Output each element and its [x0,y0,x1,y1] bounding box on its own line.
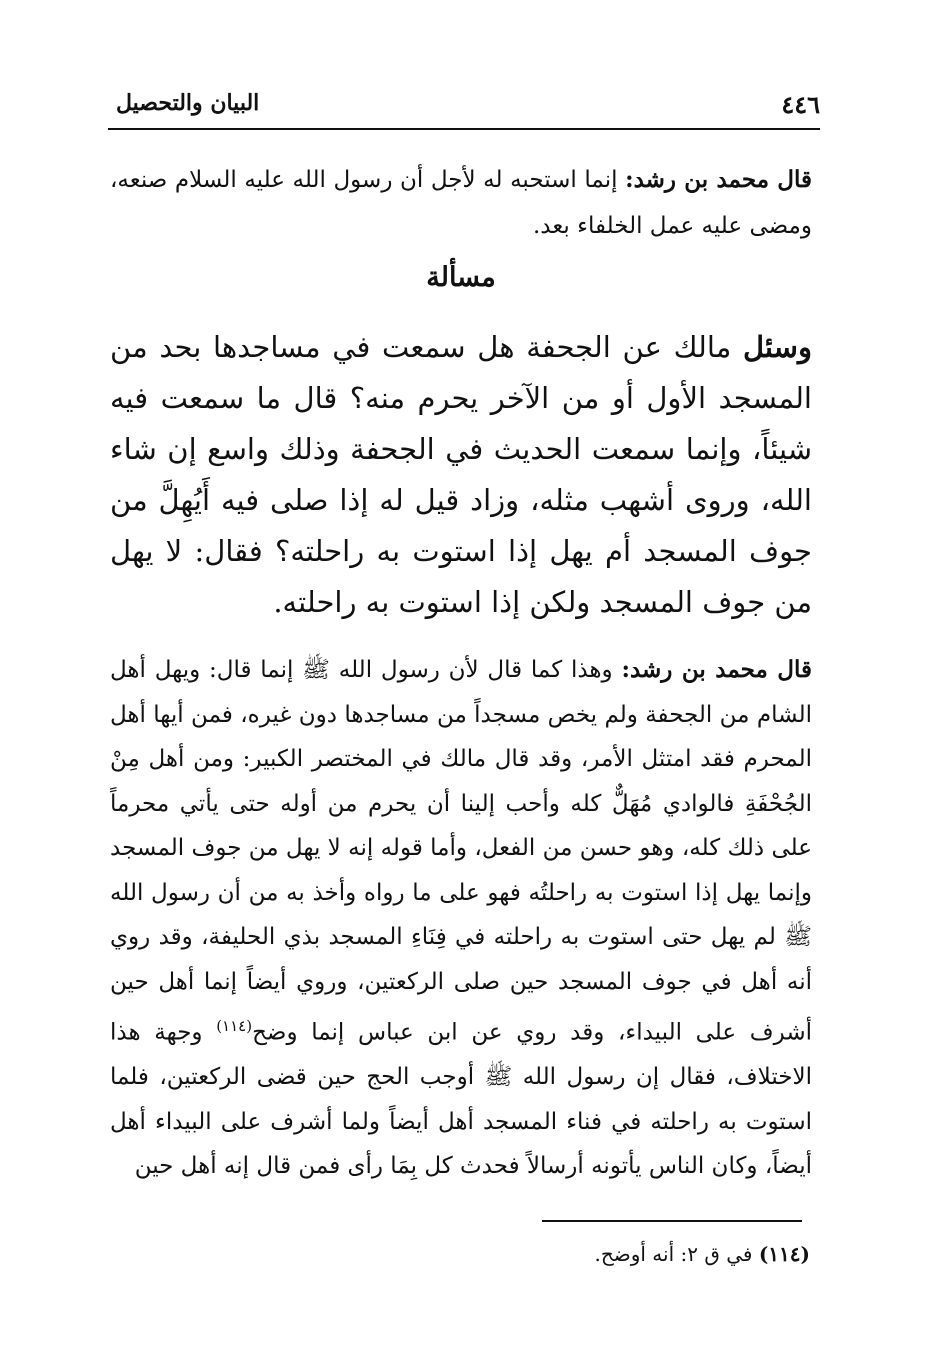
paragraph-commentary-2 [110,648,812,1189]
running-header [108,88,820,126]
footnote [110,1238,810,1270]
paragraph-body-continued: وجهة هذا الاختلاف، فقال إن رسول الله ﷺ أوجب الحج حين قضى الركعتين، فلما استوت به راحلته في فناء المسجد أهل أيضاً ولما أشرف على البيداء أهل أيضاً، وكان الناس يأتونه أرسالاً فحدث كل بِمَا رأى فمن قال إنه أهل حين [110,1019,812,1180]
footnote-text: في ق ٢: أنه أوضح. [594,1242,759,1266]
paragraph-body: وهذا كما قال لأن رسول الله ﷺ إنما قال: ويهل أهل الشام من الجحفة ولم يخص مسجداً من مساجدها دون غيره، فمن أيها أهل المحرم فقد امتثل الأمر، وقد قال مالك في المختصر الكبير: ومن أهل مِنْ الجُحْفَةِ فالوادي مُهَلٌّ كله وأحب إلينا أن يحرم من أوله حتى يأتي محرماً على ذلك كله، وهو حسن من الفعل، وأما قوله إنه لا يهل من جوف المسجد وإنما يهل إذا استوت به راحلتُه فهو على ما رواه وأخذ به من أن رسول الله ﷺ لم يهل حتى استوت به راحلته في فِنَاءِ المسجد بذي الحليفة، وقد روي أنه أهل في جوف المسجد حين صلى الركعتين، وروي أيضاً إنما أهل حين أشرف على البيداء، وقد روي عن ابن عباس إنما وضح [110,657,812,1046]
section-heading: مسألة [426,262,496,293]
footnote-number: (١١٤) [758,1242,810,1266]
paragraph-body: إنما استحبه له لأجل أن رسول الله عليه السلام صنعه، ومضى عليه عمل الخلفاء بعد. [110,167,812,239]
page-number: ٤٤٦ [781,90,820,119]
paragraph-lead: قال محمد بن رشد: [621,656,813,683]
paragraph-question [110,322,812,628]
paragraph-commentary-1 [110,157,812,249]
footnote-reference: (١١٤) [216,1017,253,1035]
paragraph-body: مالك عن الجحفة هل سمعت في مساجدها بحد من المسجد الأول أو من الآخر يحرم منه؟ قال ما سمعت فيه شيئاً، وإنما سمعت الحديث في الجحفة وذلك واسع إن شاء الله، وروى أشهب مثله، وزاد قيل له إذا صلى فيه أَيُهِلَّ من جوف المسجد أم يهل إذا استوت به راحلته؟ فقال: لا يهل من جوف المسجد ولكن إذا استوت به راحلته. [110,330,812,619]
paragraph-lead: قال محمد بن رشد: [625,166,812,193]
header-divider [108,128,820,130]
book-title: البيان والتحصيل [116,90,260,116]
footnote-divider [542,1220,802,1222]
paragraph-lead: وسئل [742,330,812,364]
